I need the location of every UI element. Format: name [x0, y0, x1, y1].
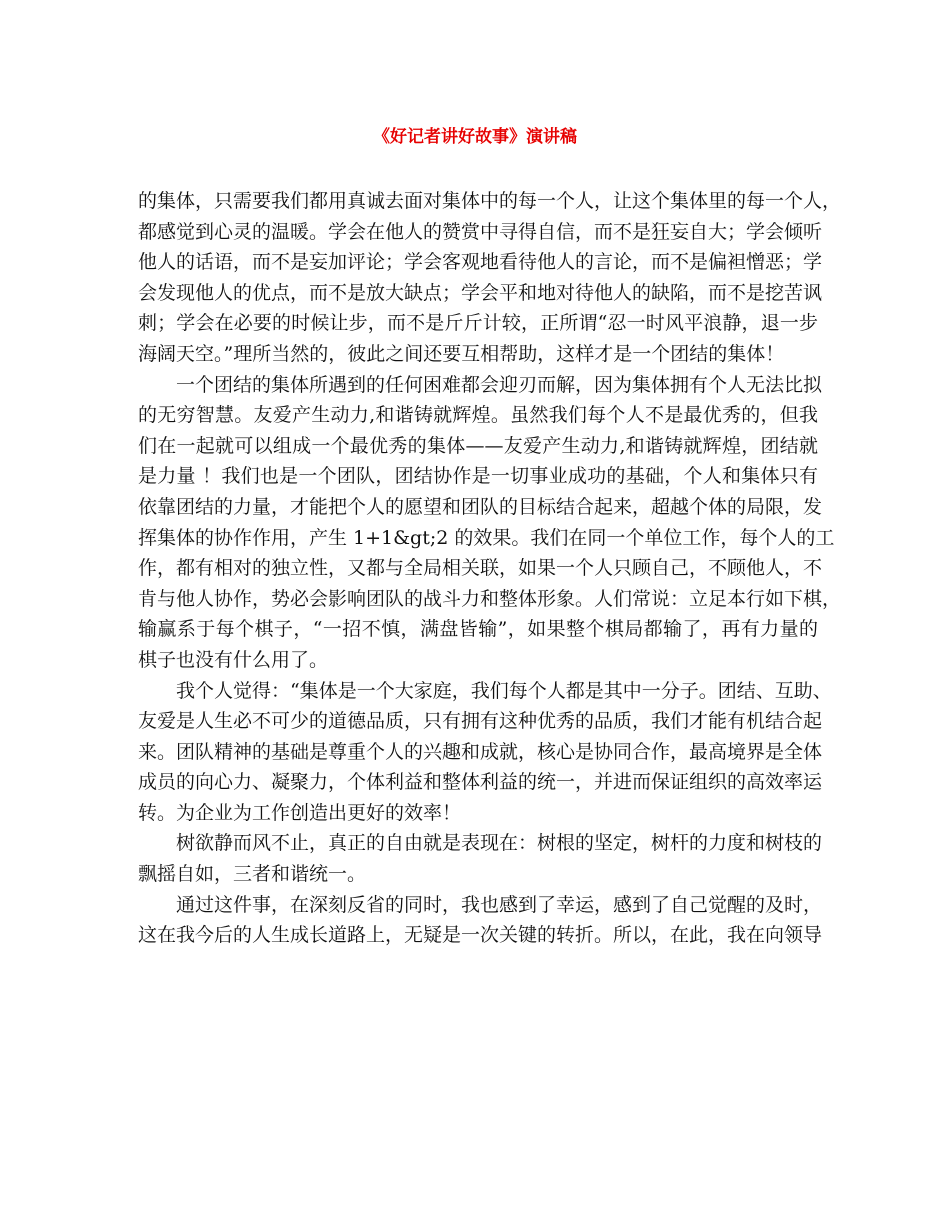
text-line: 他人的话语，而不是妄加评论；学会客观地看待他人的言论，而不是偏袒憎恶；学	[138, 251, 823, 274]
text-line: 树欲静而风不止，真正的自由就是表现在：树根的坚定，树杆的力度和树枝的	[176, 832, 823, 855]
text-line: 成员的向心力、凝聚力，个体利益和整体利益的统一，并进而保证组织的高效率运	[138, 771, 823, 794]
text-line: 棋子也没有什么用了。	[138, 648, 329, 671]
text-line: 海阔天空。”理所当然的，彼此之间还要互相帮助，这样才是一个团结的集体！	[138, 342, 785, 365]
text-line: 通过这件事，在深刻反省的同时，我也感到了幸运，感到了自己觉醒的及时，	[176, 893, 823, 916]
text-line: 的无穷智慧。友爱产生动力,和谐铸就辉煌。虽然我们每个人不是最优秀的，但我	[138, 404, 818, 427]
text-line: 是力量 ！我们也是一个团队，团结协作是一切事业成功的基础，个人和集体只有	[138, 465, 818, 488]
text-line: 挥集体的协作作用，产生 1+1&gt;2 的效果。我们在同一个单位工作，每个人的工	[138, 526, 835, 549]
text-line: 来。团队精神的基础是尊重个人的兴趣和成就，核心是协同合作，最高境界是全体	[138, 740, 823, 763]
paragraph	[138, 370, 842, 676]
paragraph	[138, 676, 832, 829]
text-line: 我个人觉得：“集体是一个大家庭，我们每个人都是其中一分子。团结、互助、	[176, 679, 832, 702]
text-line: 这在我今后的人生成长道路上，无疑是一次关键的转折。所以，在此，我在向领导	[138, 924, 823, 947]
text-line: 依靠团结的力量，才能把个人的愿望和团队的目标结合起来，超越个体的局限，发	[138, 495, 823, 518]
text-line: 们在一起就可以组成一个最优秀的集体——友爱产生动力,和谐铸就辉煌，团结就	[138, 434, 818, 457]
text-line: 作，都有相对的独立性，又都与全局相关联，如果一个人只顾自己，不顾他人，不	[138, 557, 823, 580]
text-line: 都感觉到心灵的温暖。学会在他人的赞赏中寻得自信，而不是狂妄自大；学会倾听	[138, 220, 823, 243]
text-line: 友爱是人生必不可少的道德品质，只有拥有这种优秀的品质，我们才能有机结合起	[138, 710, 823, 733]
document-body	[138, 186, 842, 951]
text-line: 转。为企业为工作创造出更好的效率！	[138, 801, 462, 824]
text-line: 刺；学会在必要的时候让步，而不是斤斤计较，正所谓“忍一时风平浪静，退一步	[138, 312, 818, 335]
text-line: 肯与他人协作，势必会影响团队的战斗力和整体形象。人们常说：立足本行如下棋，	[138, 587, 842, 610]
text-line: 会发现他人的优点，而不是放大缺点；学会平和地对待他人的缺陷，而不是挖苦讽	[138, 281, 823, 304]
text-line: 飘摇自如，三者和谐统一。	[138, 863, 367, 886]
text-line: 输赢系于每个棋子，“一招不慎，满盘皆输”，如果整个棋局都输了，再有力量的	[138, 618, 818, 641]
paragraph	[138, 828, 823, 889]
text-line: 一个团结的集体所遇到的任何困难都会迎刃而解，因为集体拥有个人无法比拟	[176, 373, 823, 396]
paragraph	[138, 890, 823, 951]
paragraph	[138, 186, 842, 370]
document-title: 《好记者讲好故事》演讲稿	[373, 127, 577, 147]
text-line: 的集体，只需要我们都用真诚去面对集体中的每一个人，让这个集体里的每一个人，	[138, 190, 842, 212]
